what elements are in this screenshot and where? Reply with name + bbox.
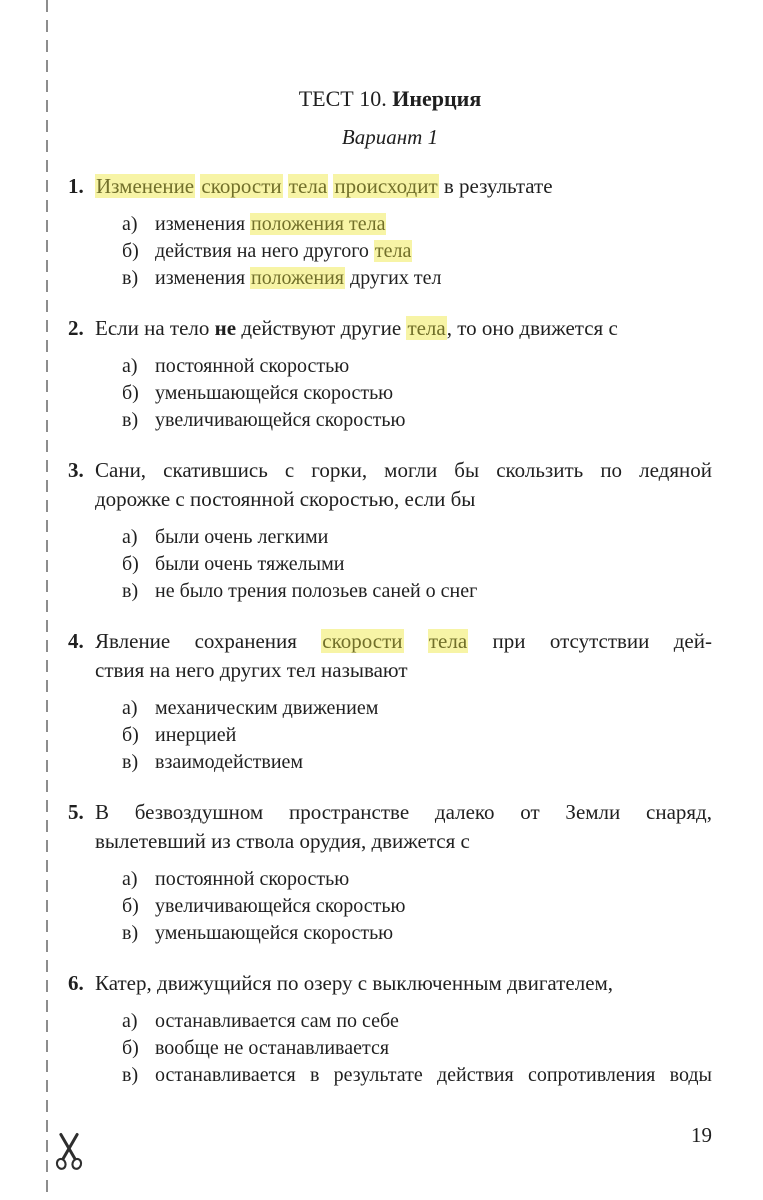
option-row bbox=[68, 578, 712, 605]
highlighted-text: Изменение bbox=[96, 174, 195, 198]
option-text bbox=[155, 749, 712, 776]
option-text bbox=[155, 524, 712, 551]
text-segment: дорожке с постоянной скоростью, если бы bbox=[95, 487, 476, 511]
question-text-line bbox=[95, 798, 712, 827]
page-number: 19 bbox=[691, 1123, 712, 1147]
option-letter: а) bbox=[122, 868, 138, 890]
text-segment: уменьшающейся скоростью bbox=[155, 922, 394, 944]
option-row bbox=[68, 238, 712, 265]
options-list bbox=[68, 353, 712, 434]
question-number: 5. bbox=[68, 800, 84, 824]
text-segment: изменения bbox=[155, 213, 251, 235]
scissors-icon bbox=[54, 1131, 84, 1173]
option-letter: а) bbox=[122, 213, 138, 235]
text-segment: Явление сохранения bbox=[95, 629, 322, 653]
text-segment: были очень тяжелыми bbox=[155, 553, 345, 575]
variant-subtitle: Вариант 1 bbox=[341, 125, 439, 149]
option-text bbox=[155, 380, 712, 407]
question-block bbox=[68, 172, 712, 292]
text-segment: действуют другие bbox=[236, 316, 407, 340]
option-letter: б) bbox=[122, 895, 139, 917]
highlighted-text: тела bbox=[428, 629, 468, 653]
text-segment: увеличивающейся скоростью bbox=[155, 895, 406, 917]
option-text bbox=[155, 722, 712, 749]
option-letter: б) bbox=[122, 724, 139, 746]
option-text bbox=[155, 265, 712, 292]
option-row bbox=[68, 866, 712, 893]
highlighted-text: тела bbox=[374, 240, 412, 262]
option-text bbox=[155, 578, 712, 605]
option-row bbox=[68, 893, 712, 920]
question-row bbox=[68, 172, 712, 201]
option-row bbox=[68, 380, 712, 407]
options-list bbox=[68, 1008, 712, 1089]
option-text bbox=[155, 407, 712, 434]
option-text bbox=[155, 353, 712, 380]
option-row bbox=[68, 695, 712, 722]
question-row bbox=[68, 969, 712, 998]
option-text bbox=[155, 1008, 712, 1035]
text-segment: ствия на него других тел называют bbox=[95, 658, 408, 682]
question-number: 6. bbox=[68, 971, 84, 995]
text-segment: действия на него другого bbox=[155, 240, 374, 262]
option-text bbox=[155, 866, 712, 893]
option-letter: б) bbox=[122, 240, 139, 262]
text-segment: вообще не останавливается bbox=[155, 1037, 390, 1059]
option-letter: а) bbox=[122, 355, 138, 377]
text-segment: инерцией bbox=[155, 724, 237, 746]
question-block bbox=[68, 969, 712, 1089]
question-text bbox=[95, 456, 712, 514]
option-row bbox=[68, 551, 712, 578]
option-letter: б) bbox=[122, 553, 139, 575]
text-segment: Катер, движущийся по озеру с выключенным двигателем, bbox=[95, 971, 614, 995]
question-block bbox=[68, 314, 712, 434]
text-segment: останавливается в результате действия сопротивления воды bbox=[155, 1064, 712, 1086]
bold-text: не bbox=[214, 316, 237, 340]
highlighted-text: скорости bbox=[322, 629, 403, 653]
question-block bbox=[68, 456, 712, 605]
question-block bbox=[68, 798, 712, 947]
question-text bbox=[95, 969, 712, 998]
question-text bbox=[95, 627, 712, 685]
test-title-emphasis: Инерция bbox=[392, 86, 482, 111]
question-number: 1. bbox=[68, 174, 84, 198]
highlighted-text: тела bbox=[288, 174, 328, 198]
cut-dashed-line bbox=[46, 0, 48, 1200]
question-text-line bbox=[95, 456, 712, 485]
option-letter: в) bbox=[122, 1064, 139, 1086]
option-letter: в) bbox=[122, 751, 139, 773]
option-row bbox=[68, 1062, 712, 1089]
text-segment: в результате bbox=[438, 174, 553, 198]
text-segment: увеличивающейся скоростью bbox=[155, 409, 406, 431]
option-row bbox=[68, 524, 712, 551]
question-text-line bbox=[95, 969, 712, 998]
text-segment: не было трения полозьев саней о снег bbox=[155, 580, 478, 602]
page-content bbox=[68, 0, 712, 1089]
option-row bbox=[68, 407, 712, 434]
text-segment: вылетевший из ствола орудия, движется с bbox=[95, 829, 470, 853]
question-row bbox=[68, 798, 712, 856]
option-row bbox=[68, 265, 712, 292]
option-letter: а) bbox=[122, 697, 138, 719]
test-title-prefix: ТЕСТ 10. bbox=[298, 86, 393, 111]
option-letter: в) bbox=[122, 922, 139, 944]
highlighted-text: положения bbox=[251, 267, 345, 289]
highlighted-text: положения тела bbox=[251, 213, 386, 235]
question-text bbox=[95, 172, 712, 201]
text-segment bbox=[404, 629, 428, 653]
question-text-line bbox=[95, 627, 712, 656]
option-letter: б) bbox=[122, 1037, 139, 1059]
question-text-line bbox=[95, 172, 712, 201]
text-segment: постоянной скоростью bbox=[155, 868, 350, 890]
question-text-line bbox=[95, 314, 712, 343]
option-text bbox=[155, 893, 712, 920]
text-segment: взаимодействием bbox=[155, 751, 304, 773]
text-segment: изменения bbox=[155, 267, 251, 289]
questions-list bbox=[68, 172, 712, 1089]
option-letter: б) bbox=[122, 382, 139, 404]
option-row bbox=[68, 353, 712, 380]
option-row bbox=[68, 749, 712, 776]
option-letter: а) bbox=[122, 1010, 138, 1032]
option-letter: в) bbox=[122, 409, 139, 431]
option-row bbox=[68, 211, 712, 238]
option-text bbox=[155, 551, 712, 578]
question-text-line bbox=[95, 485, 712, 514]
options-list bbox=[68, 866, 712, 947]
text-segment: Сани, скатившись с горки, могли бы скользить по ледяной bbox=[95, 458, 712, 482]
highlighted-text: скорости bbox=[201, 174, 282, 198]
option-text bbox=[155, 211, 712, 238]
question-text bbox=[95, 798, 712, 856]
question-row bbox=[68, 627, 712, 685]
options-list bbox=[68, 524, 712, 605]
option-text bbox=[155, 1062, 712, 1089]
question-number: 2. bbox=[68, 316, 84, 340]
option-letter: а) bbox=[122, 526, 138, 548]
option-letter: в) bbox=[122, 580, 139, 602]
option-row bbox=[68, 920, 712, 947]
question-number: 3. bbox=[68, 458, 84, 482]
highlighted-text: тела bbox=[407, 316, 446, 340]
option-text bbox=[155, 920, 712, 947]
text-segment: , то оно движется с bbox=[446, 316, 618, 340]
options-list bbox=[68, 695, 712, 776]
text-segment: при отсутствии дей- bbox=[468, 629, 712, 653]
text-segment: постоянной скоростью bbox=[155, 355, 350, 377]
option-row bbox=[68, 722, 712, 749]
question-text-line bbox=[95, 827, 712, 856]
question-text bbox=[95, 314, 712, 343]
text-segment: механическим движением bbox=[155, 697, 379, 719]
text-segment: были очень легкими bbox=[155, 526, 329, 548]
text-segment: В безвоздушном пространстве далеко от Земли снаряд, bbox=[95, 800, 712, 824]
text-segment: Если на тело bbox=[95, 316, 215, 340]
options-list bbox=[68, 211, 712, 292]
text-segment: останавливается сам по себе bbox=[155, 1010, 399, 1032]
option-letter: в) bbox=[122, 267, 139, 289]
page-title bbox=[68, 86, 712, 112]
question-number: 4. bbox=[68, 629, 84, 653]
question-row bbox=[68, 314, 712, 343]
option-text bbox=[155, 1035, 712, 1062]
question-block bbox=[68, 627, 712, 776]
question-row bbox=[68, 456, 712, 514]
highlighted-text: происходит bbox=[334, 174, 438, 198]
option-text bbox=[155, 238, 712, 265]
text-segment: других тел bbox=[345, 267, 442, 289]
option-row bbox=[68, 1035, 712, 1062]
question-text-line bbox=[95, 656, 712, 685]
option-row bbox=[68, 1008, 712, 1035]
option-text bbox=[155, 695, 712, 722]
text-segment: уменьшающейся скоростью bbox=[155, 382, 394, 404]
